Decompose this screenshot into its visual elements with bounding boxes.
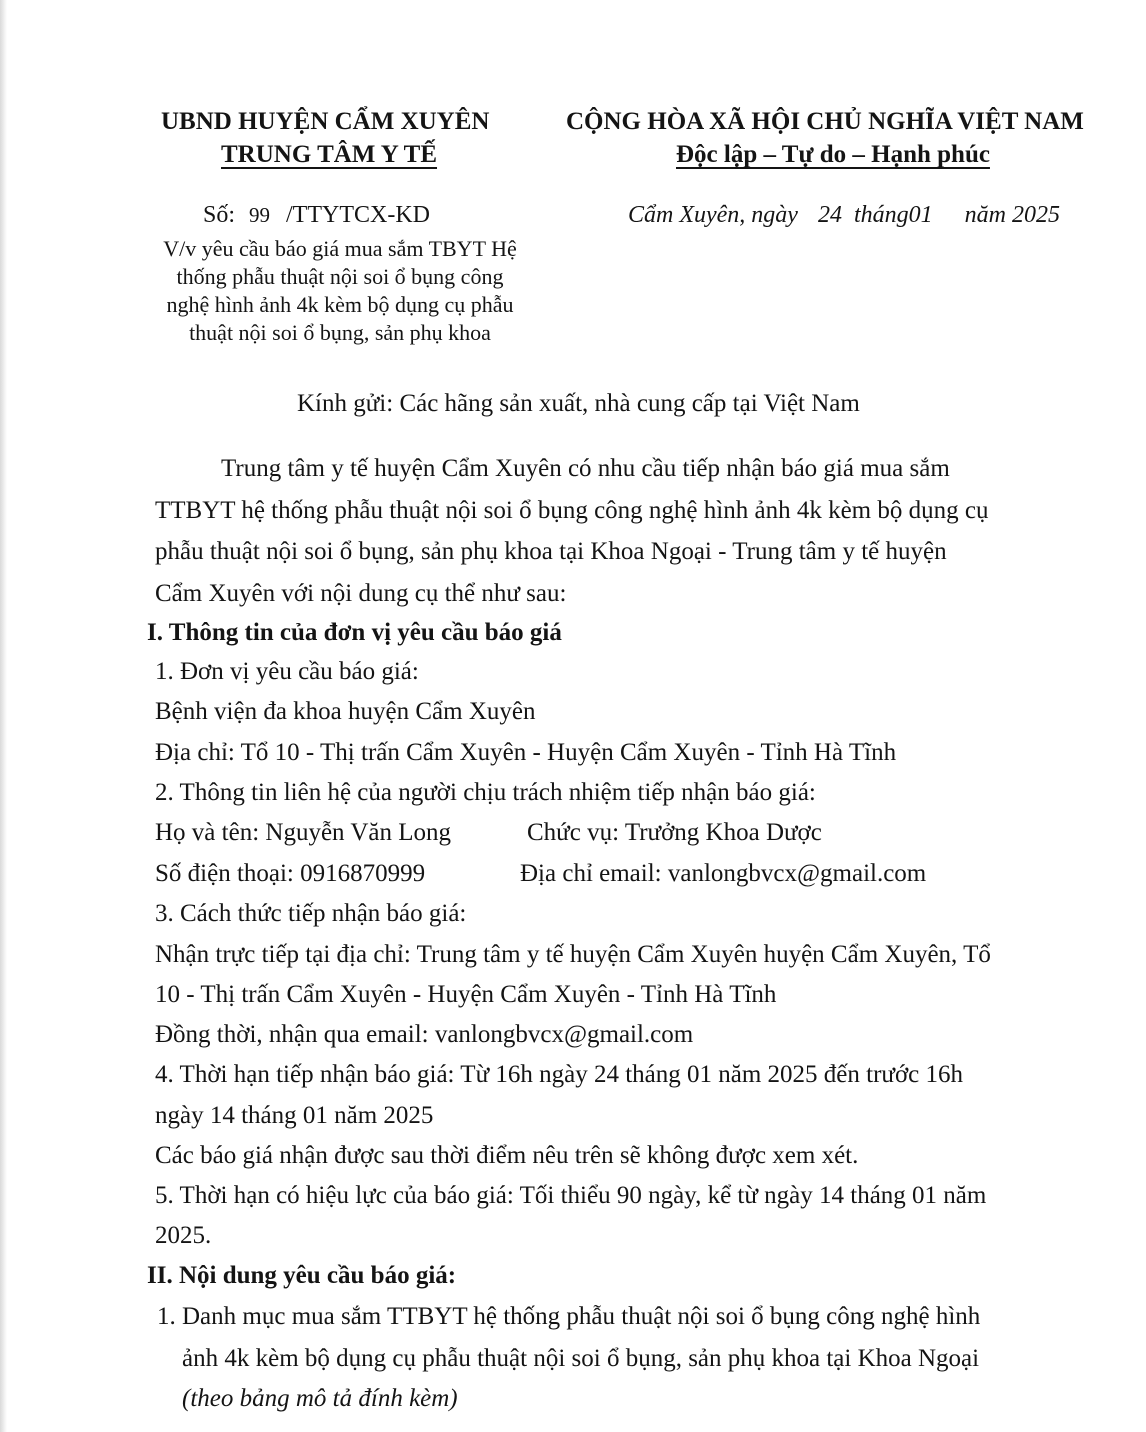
section-1-item-2: 2. Thông tin liên hệ của người chịu trách nhiệm tiếp nhận báo giá: [155, 779, 816, 806]
receive-email: Đồng thời, nhận qua email: vanlongbvcx@gmail.com [155, 1021, 694, 1048]
section-2-item-1-note: (theo bảng mô tả đính kèm) [182, 1385, 458, 1412]
national-motto: Độc lập – Tự do – Hạnh phúc [676, 141, 990, 168]
unit-name: Bệnh viện đa khoa huyện Cẩm Xuyên [155, 698, 536, 725]
section-2-item-1-line-2: ảnh 4k kèm bộ dụng cụ phẫu thuật nội soi ổ bụng, sản phụ khoa tại Khoa Ngoại [182, 1345, 980, 1372]
receive-direct-line-2: 10 - Thị trấn Cẩm Xuyên - Huyện Cẩm Xuyên - Tỉnh Hà Tĩnh [155, 981, 777, 1008]
place-date: Cẩm Xuyên, ngày 24 tháng01 năm 2025 [628, 202, 1060, 228]
intro-line-4: Cẩm Xuyên với nội dung cụ thể như sau: [155, 580, 567, 607]
contact-position: Chức vụ: Trưởng Khoa Dược [527, 819, 822, 846]
section-1-item-5-line-2: 2025. [155, 1222, 212, 1249]
section-1-heading: I. Thông tin của đơn vị yêu cầu báo giá [147, 619, 562, 646]
section-2-item-1-line-1: 1. Danh mục mua sắm TTBYT hệ thống phẫu thuật nội soi ổ bụng công nghệ hình [157, 1303, 981, 1330]
intro-line-1: Trung tâm y tế huyện Cẩm Xuyên có nhu cầu tiếp nhận báo giá mua sắm [221, 455, 950, 482]
contact-phone: Số điện thoại: 0916870999 [155, 860, 426, 887]
intro-line-2: TTBYT hệ thống phẫu thuật nội soi ổ bụng công nghệ hình ảnh 4k kèm bộ dụng cụ [155, 497, 989, 524]
contact-name: Họ và tên: Nguyễn Văn Long [155, 819, 452, 846]
org-subunit: TRUNG TÂM Y TẾ [221, 141, 438, 168]
intro-line-3: phẫu thuật nội soi ổ bụng, sản phụ khoa tại Khoa Ngoại - Trung tâm y tế huyện [155, 538, 947, 565]
contact-email: Địa chỉ email: vanlongbvcx@gmail.com [520, 860, 927, 887]
receive-direct-line-1: Nhận trực tiếp tại địa chỉ: Trung tâm y tế huyện Cẩm Xuyên huyện Cẩm Xuyên, Tổ [155, 941, 991, 968]
section-1-item-4-line-2: ngày 14 tháng 01 năm 2025 [155, 1102, 434, 1129]
document-subject: V/v yêu cầu báo giá mua sắm TBYT Hệ thống phẫu thuật nội soi ổ bụng công nghệ hình ảnh 4k kèm bộ dụng cụ phẫu thuật nội soi ổ bụng, sản phụ khoa [163, 236, 517, 345]
document-number: Số: 99 /TTYTCX-KD [203, 202, 430, 228]
section-2-heading: II. Nội dung yêu cầu báo giá: [147, 1262, 457, 1289]
late-submission-note: Các báo giá nhận được sau thời điểm nêu trên sẽ không được xem xét. [155, 1142, 859, 1169]
section-1-item-1: 1. Đơn vị yêu cầu báo giá: [155, 658, 419, 685]
org-name: UBND HUYỆN CẨM XUYÊN [161, 108, 490, 135]
recipient-line: Kính gửi: Các hãng sản xuất, nhà cung cấp tại Việt Nam [297, 390, 860, 417]
national-title: CỘNG HÒA XÃ HỘI CHỦ NGHĨA VIỆT NAM [566, 108, 1084, 135]
page-edge-shadow [0, 0, 7, 1432]
unit-address: Địa chỉ: Tổ 10 - Thị trấn Cẩm Xuyên - Huyện Cẩm Xuyên - Tỉnh Hà Tĩnh [155, 739, 897, 766]
section-1-item-5-line-1: 5. Thời hạn có hiệu lực của báo giá: Tối thiểu 90 ngày, kể từ ngày 14 tháng 01 năm [155, 1182, 987, 1209]
section-1-item-3: 3. Cách thức tiếp nhận báo giá: [155, 900, 467, 927]
section-1-item-4-line-1: 4. Thời hạn tiếp nhận báo giá: Từ 16h ngày 24 tháng 01 năm 2025 đến trước 16h [155, 1061, 964, 1088]
